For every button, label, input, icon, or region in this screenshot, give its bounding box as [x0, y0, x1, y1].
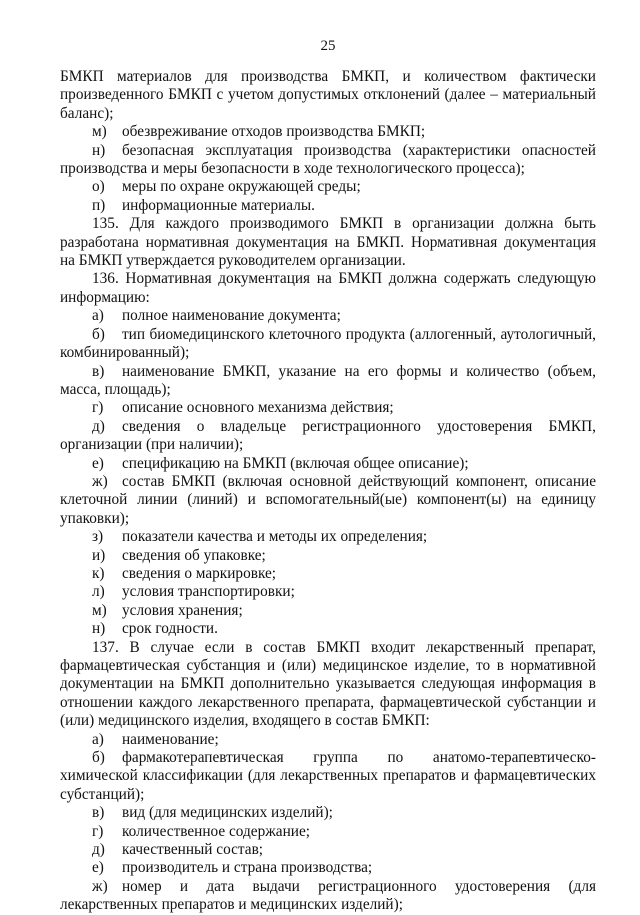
list-item-text: срок годности.: [122, 620, 218, 638]
list-item-text: тип биомедицинского клеточного продукта (аллогенный, аутологичный, комбинированный);: [60, 325, 596, 362]
list-item-tag: д): [92, 841, 105, 859]
list-item: [60, 178, 596, 196]
list-item: [60, 620, 596, 638]
paragraph-137: 137. В случае если в состав БМКП входит лекарственный препарат, фармацевтическая субстанция и (или) медицинское изделие, то в нормативной документации на БМКП дополнительно указывается следующая информация в отношении каждого лекарственного препарата, фармацевтической субстанции и (или) медицинского изделия, входящего в состав БМКП:: [60, 638, 596, 730]
list-item-tag: б): [92, 749, 105, 767]
list-item: [60, 731, 596, 749]
page-number: 25: [320, 38, 336, 54]
list-item: [60, 583, 596, 601]
list-item-text: наименование БМКП, указание на его формы и количество (объем, масса, площадь);: [60, 362, 596, 398]
list-item-text: сведения о маркировке;: [122, 564, 277, 582]
list-item: [60, 455, 596, 473]
list-item: [60, 823, 596, 841]
list-item-text: состав БМКП (включая основной действующий компонент, описание клеточной линии (линий) и вспомогательный(ые) компонент(ы) на единицу упаковки);: [60, 472, 596, 527]
list-item-tag: в): [92, 362, 105, 380]
intro-continuation: БМКП материалов для производства БМКП, и количеством фактически произведенного БМКП с учетом допустимых отклонений (далее – материальный баланс);: [60, 68, 596, 122]
list-item-text: сведения об упаковке;: [122, 546, 266, 564]
list-item-text: количественное содержание;: [122, 822, 310, 840]
list-item: [60, 197, 596, 215]
list-item-text: меры по охране окружающей среды;: [122, 178, 361, 196]
list-item-tag: и): [92, 546, 106, 564]
list-item-tag: з): [92, 528, 104, 546]
list-item: [60, 878, 596, 915]
paragraph-136: 136. Нормативная документация на БМКП должна содержать следующую информацию:: [60, 270, 596, 306]
list-item: [60, 804, 596, 822]
list-item-text: фармакотерапевтическая группа по анатомо-терапевтическо-химической классификации (для лекарственных препаратов и фармацевтических субстанций);: [60, 749, 596, 803]
list-item: [60, 749, 596, 804]
list-item-text: информационные материалы.: [122, 196, 315, 214]
list-item: [60, 528, 596, 546]
list-item: [60, 363, 596, 400]
list-item: [60, 326, 596, 363]
paragraph-135: 135. Для каждого производимого БМКП в организации должна быть разработана нормативная документация на БМКП. Нормативная документация на БМКП утверждается руководителем организации.: [60, 215, 596, 270]
list-item-tag: б): [92, 325, 105, 343]
list-item: [60, 399, 596, 417]
list-item: [60, 547, 596, 565]
list-item-text: производитель и страна производства;: [122, 859, 373, 877]
list-item-tag: п): [92, 196, 106, 214]
list-item-tag: л): [92, 583, 105, 601]
list-item-text: безопасная эксплуатация производства (характеристики опасностей производства и меры безопасности в ходе технологического процесса);: [60, 141, 596, 178]
list-item: [60, 602, 596, 620]
list-item-tag: е): [92, 454, 104, 472]
list-item-tag: в): [92, 804, 105, 822]
list-item: [60, 418, 596, 455]
list-item-tag: е): [92, 859, 104, 877]
list-item-tag: м): [92, 601, 107, 619]
list-item-tag: а): [92, 730, 104, 748]
document-body: [60, 68, 596, 915]
list-item-text: показатели качества и методы их определения;: [122, 528, 428, 546]
list-item-text: обезвреживание отходов производства БМКП;: [122, 123, 426, 141]
list-item-text: вид (для медицинских изделий);: [122, 804, 333, 822]
list-item-tag: а): [92, 307, 104, 325]
list-item-text: наименование;: [122, 730, 219, 748]
list-item-text: условия хранения;: [122, 601, 243, 619]
list-item-text: качественный состав;: [122, 841, 264, 859]
list-item-text: номер и дата выдачи регистрационного удостоверения (для лекарственных препаратов и медицинских изделий);: [60, 877, 596, 914]
list-item-text: полное наименование документа;: [122, 307, 341, 325]
list-item-tag: ж): [92, 877, 108, 895]
list-item-tag: к): [92, 564, 105, 582]
list-item-tag: н): [92, 620, 106, 638]
list-item-text: условия транспортировки;: [122, 583, 295, 601]
list-item-tag: ж): [92, 472, 108, 490]
list-item-tag: г): [92, 399, 104, 417]
list-item-tag: о): [92, 178, 105, 196]
list-item: [60, 565, 596, 583]
list-item: [60, 307, 596, 325]
list-item-tag: н): [92, 141, 106, 159]
list-item-text: описание основного механизма действия;: [122, 399, 394, 417]
list-item-tag: г): [92, 822, 104, 840]
list-item: [60, 841, 596, 859]
list-item-tag: м): [92, 123, 107, 141]
list-item-text: сведения о владельце регистрационного удостоверения БМКП, организации (при наличии);: [60, 417, 596, 454]
list-item: [60, 142, 596, 179]
list-item-text: спецификацию на БМКП (включая общее описание);: [122, 454, 469, 472]
list-item-tag: д): [92, 417, 105, 435]
list-item: [60, 859, 596, 877]
list-item: [60, 473, 596, 528]
list-item: [60, 123, 596, 141]
